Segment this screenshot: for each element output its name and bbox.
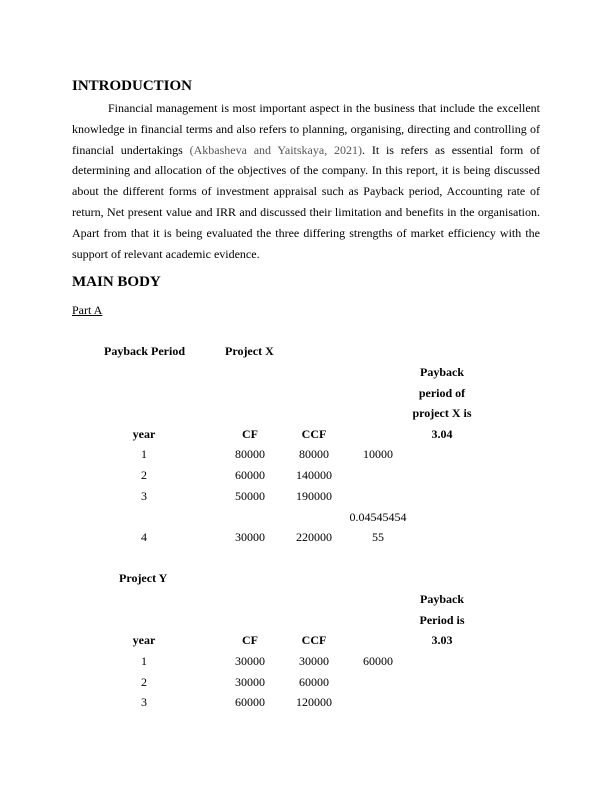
project-x-result-line: period of (418, 386, 466, 400)
table-cell-year: 2 (141, 675, 147, 689)
project-y-payback-value: 3.03 (431, 633, 453, 647)
table-cell-ccf: 60000 (299, 675, 329, 689)
project-y-remaining: 60000 (363, 654, 393, 668)
intro-text-2: . It is refers as essential form of determining and allocation of the objectives of the company. In this report, it is being discussed about the different forms of investment appraisal such as Payback period, Accounting rate of return, Net present value and IRR and discussed their limitation and benefits in the organisation. Apart from that it is being evaluated the three differing strengths of market efficiency with the support of relevant academic evidence. (72, 142, 540, 261)
table-cell-cf: 60000 (235, 695, 265, 709)
table-cell-year: 3 (141, 489, 147, 503)
main-body-heading: MAIN BODY (72, 274, 161, 290)
project-x-year-header: year (132, 427, 156, 441)
project-x-remaining: 10000 (363, 447, 393, 461)
project-y-year-header: year (132, 633, 156, 647)
project-y-result-line: Payback (419, 592, 464, 606)
table-cell-year: 3 (141, 695, 147, 709)
table-cell-cf: 80000 (235, 447, 265, 461)
project-x-label: Project X (225, 344, 274, 358)
intro-text-1: Financial management is most important aspect in the business that include the excellent knowledge in financial terms and also refers to planning, organising, directing and controlling of financial undertakings (72, 101, 540, 157)
payback-period-label: Payback Period (104, 344, 185, 358)
table-cell-ccf: 80000 (299, 447, 329, 461)
project-x-result-line: Payback (419, 365, 464, 379)
table-cell-year: 4 (141, 530, 147, 544)
introduction-heading: INTRODUCTION (72, 78, 193, 94)
project-x-ccf-header: CCF (301, 427, 327, 441)
project-x-fraction-line2: 55 (372, 530, 384, 544)
table-cell-cf: 30000 (235, 675, 265, 689)
table-cell-year: 1 (141, 447, 147, 461)
table-cell-ccf: 140000 (296, 468, 332, 482)
table-cell-ccf: 30000 (299, 654, 329, 668)
table-cell-cf: 50000 (235, 489, 265, 503)
introduction-paragraph (72, 98, 540, 264)
project-y-cf-header: CF (242, 633, 258, 647)
part-a-label: Part A (72, 303, 103, 317)
table-cell-year: 1 (141, 654, 147, 668)
table-cell-ccf: 220000 (296, 530, 332, 544)
project-y-label: Project Y (119, 571, 168, 585)
table-cell-cf: 30000 (235, 654, 265, 668)
project-x-payback-value: 3.04 (431, 427, 453, 441)
table-cell-year: 2 (141, 468, 147, 482)
table-cell-cf: 60000 (235, 468, 265, 482)
project-y-result-line: Period is (419, 613, 465, 627)
intro-citation: (Akbasheva and Yaitskaya, 2021) (189, 142, 363, 157)
project-y-ccf-header: CCF (301, 633, 327, 647)
project-x-result-line: project X is (412, 406, 472, 420)
table-cell-cf: 30000 (235, 530, 265, 544)
table-cell-ccf: 120000 (296, 695, 332, 709)
project-x-cf-header: CF (242, 427, 258, 441)
project-x-fraction-line1: 0.04545454 (349, 510, 407, 524)
table-cell-ccf: 190000 (296, 489, 332, 503)
